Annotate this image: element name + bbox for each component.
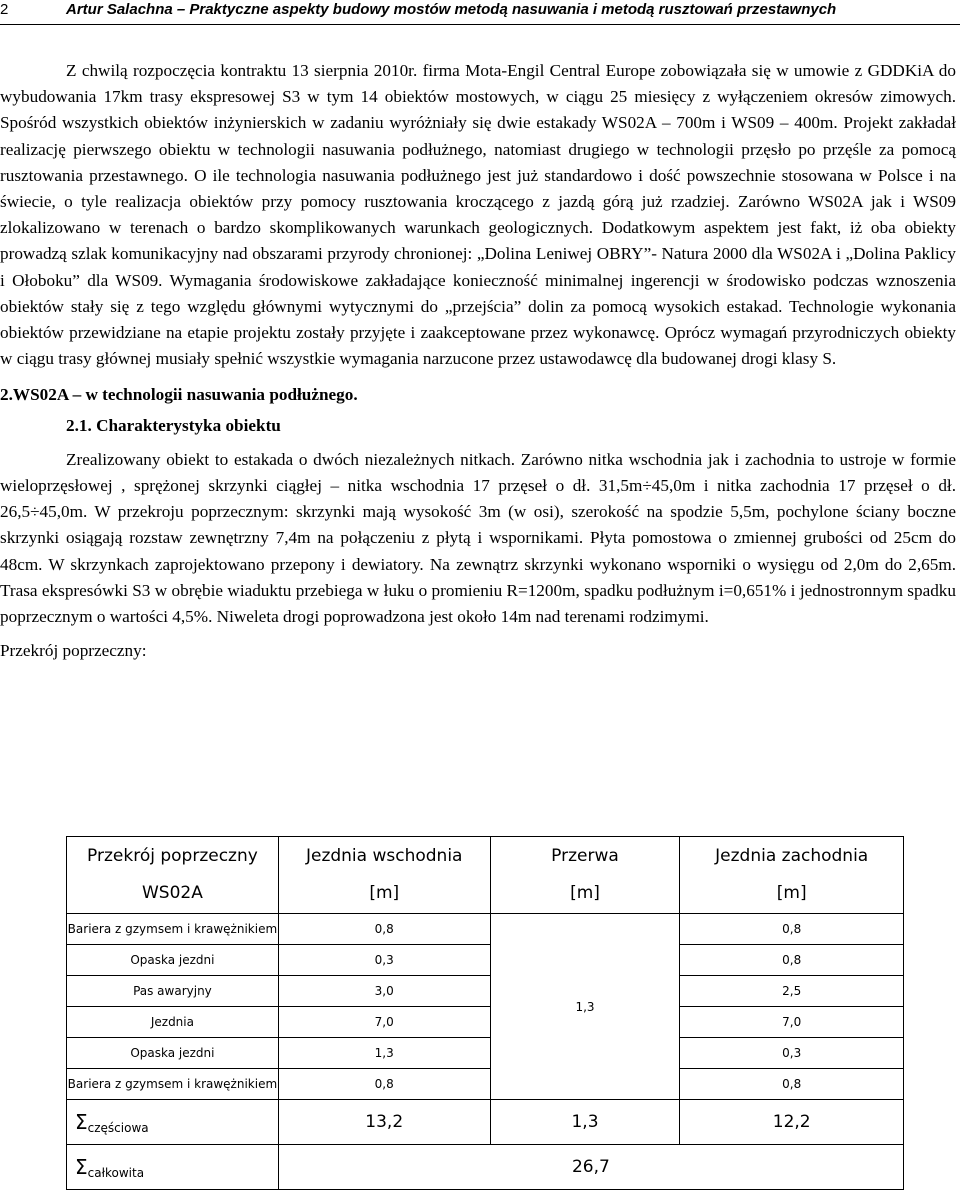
partial-sum-row: [67, 1100, 904, 1145]
partial-sum-label: $\Sigma_{częściowa}$: [67, 1100, 279, 1145]
partial-sum-east: 13,2: [278, 1100, 490, 1145]
cross-section-table: [66, 836, 904, 1190]
table-row: [67, 1007, 904, 1038]
row-label: Bariera z gzymsem i krawężnikiem: [67, 914, 279, 945]
row-label: Opaska jezdni: [67, 945, 279, 976]
table-row: [67, 945, 904, 976]
total-sum-value: 26,7: [278, 1145, 903, 1190]
west-value: 2,5: [680, 976, 904, 1007]
row-label: Pas awaryjny: [67, 976, 279, 1007]
west-value: 7,0: [680, 1007, 904, 1038]
east-value: 0,3: [278, 945, 490, 976]
east-value: 7,0: [278, 1007, 490, 1038]
total-sum-row: [67, 1145, 904, 1190]
header-west-carriageway: Jezdnia zachodnia [m]: [680, 837, 904, 914]
total-sum-label: $\Sigma_{całkowita}$: [67, 1145, 279, 1190]
header-gap: Przerwa [m]: [490, 837, 680, 914]
header-east-carriageway: Jezdnia wschodnia [m]: [278, 837, 490, 914]
running-title: Artur Salachna – Praktyczne aspekty budowy mostów metodą nasuwania i metodą rusztowań przestawnych: [66, 1, 837, 18]
row-label: Opaska jezdni: [67, 1038, 279, 1069]
table-caption: Przekrój poprzeczny:: [0, 641, 147, 661]
table-row: [67, 1038, 904, 1069]
table-row: [67, 914, 904, 945]
west-value: 0,8: [680, 914, 904, 945]
paragraph-characteristics: Zrealizowany obiekt to estakada o dwóch niezależnych nitkach. Zarówno nitka wschodnia jak i zachodnia to ustroje w formie wieloprzęsłowej , sprężonej skrzynki ciągłej – nitka wschodnia 17 przęseł o dł. 31,5m÷45,0m i nitka zachodnia 17 przęseł o dł. 26,5÷45,0m. W przekroju poprzecznym: skrzynki mają wysokość 3m (w osi), szerokość na spodzie 5,5m, pochylone ściany boczne skrzynki osiągają rozstaw zewnętrzny 7,4m na połączeniu z płytą i wspornikami. Płyta pomostowa o zmiennej grubości od 25cm do 48cm. W skrzynkach zaprojektowano przepony i dewiatory. Na zewnątrz skrzynki wykonano wsporniki o wysięgu od 2,0m do 2,65m. Trasa ekspresówki S3 w obrębie wiaduktu przebiega w łuku o promieniu R=1200m, spadku podłużnym i=0,651% i jednostronnym spadku poprzecznym o wartości 4,5%. Niweleta drogi poprowadzona jest około 14m nad terenami rodzimymi.: [0, 449, 956, 627]
row-label: Jezdnia: [67, 1007, 279, 1038]
east-value: 1,3: [278, 1038, 490, 1069]
east-value: 0,8: [278, 914, 490, 945]
partial-sum-gap: 1,3: [490, 1100, 680, 1145]
table-row: [67, 1069, 904, 1100]
west-value: 0,8: [680, 945, 904, 976]
table-header-row: [67, 837, 904, 914]
page-number: 2: [0, 1, 9, 18]
row-label: Bariera z gzymsem i krawężnikiem: [67, 1069, 279, 1100]
east-value: 0,8: [278, 1069, 490, 1100]
paragraph-intro: Z chwilą rozpoczęcia kontraktu 13 sierpnia 2010r. firma Mota-Engil Central Europe zobowiązała się w umowie z GDDKiA do wybudowania 17km trasy ekspresowej S3 w tym 14 obiektów mostowych, w ciągu 25 miesięcy z wyłączeniem okresów zimowych. Spośród wszystkich obiektów inżynierskich w zadaniu wyróżniały się dwie estakady WS02A – 700m i WS09 – 400m. Projekt zakładał realizację pierwszego obiektu w technologii nasuwania podłużnego, natomiast drugiego w technologii przęsło po przęśle za pomocą rusztowania przestawnego. O ile technologia nasuwania podłużnego jest już standardowo i dość powszechnie stosowana w Polsce i na świecie, o tyle realizacja obiektów przy pomocy rusztowania kroczącego z jazdą górą już rzadziej. Zarówno WS02A jak i WS09 zlokalizowano w terenach o bardzo skomplikowanych warunkach geologicznych. Dodatkowym aspektem jest fakt, iż oba obiekty prowadzą szlak komunikacyjny nad obszarami przyrody chronionej: „Dolina Leniwej OBRY”- Natura 2000 dla WS02A i „Dolina Paklicy i Ołoboku” dla WS09. Wymagania środowiskowe zakładające konieczność minimalnej ingerencji w środowisko podczas wznoszenia obiektów stały się z tego względu głównymi wytycznymi do „przejścia” dolin za pomocą wysokich estakad. Technologie wykonania obiektów przewidziane na etapie projektu zostały przyjęte i zaakceptowane przez wykonawcę. Oprócz wymagań przyrodniczych obiekty w ciągu trasy głównej musiały spełnić wszystkie wymagania narzucone przez ustawodawcę dla budowanej drogi klasy S.: [0, 61, 956, 369]
section-heading: 2.WS02A – w technologii nasuwania podłużnego.: [0, 385, 358, 405]
page-header: [0, 0, 960, 25]
gap-value: 1,3: [490, 914, 680, 1100]
east-value: 3,0: [278, 976, 490, 1007]
table-row: [67, 976, 904, 1007]
header-cross-section: Przekrój poprzeczny WS02A: [67, 837, 279, 914]
partial-sum-west: 12,2: [680, 1100, 904, 1145]
west-value: 0,8: [680, 1069, 904, 1100]
body-text: [0, 58, 956, 664]
subsection-heading: 2.1. Charakterystyka obiektu: [66, 415, 281, 435]
west-value: 0,3: [680, 1038, 904, 1069]
